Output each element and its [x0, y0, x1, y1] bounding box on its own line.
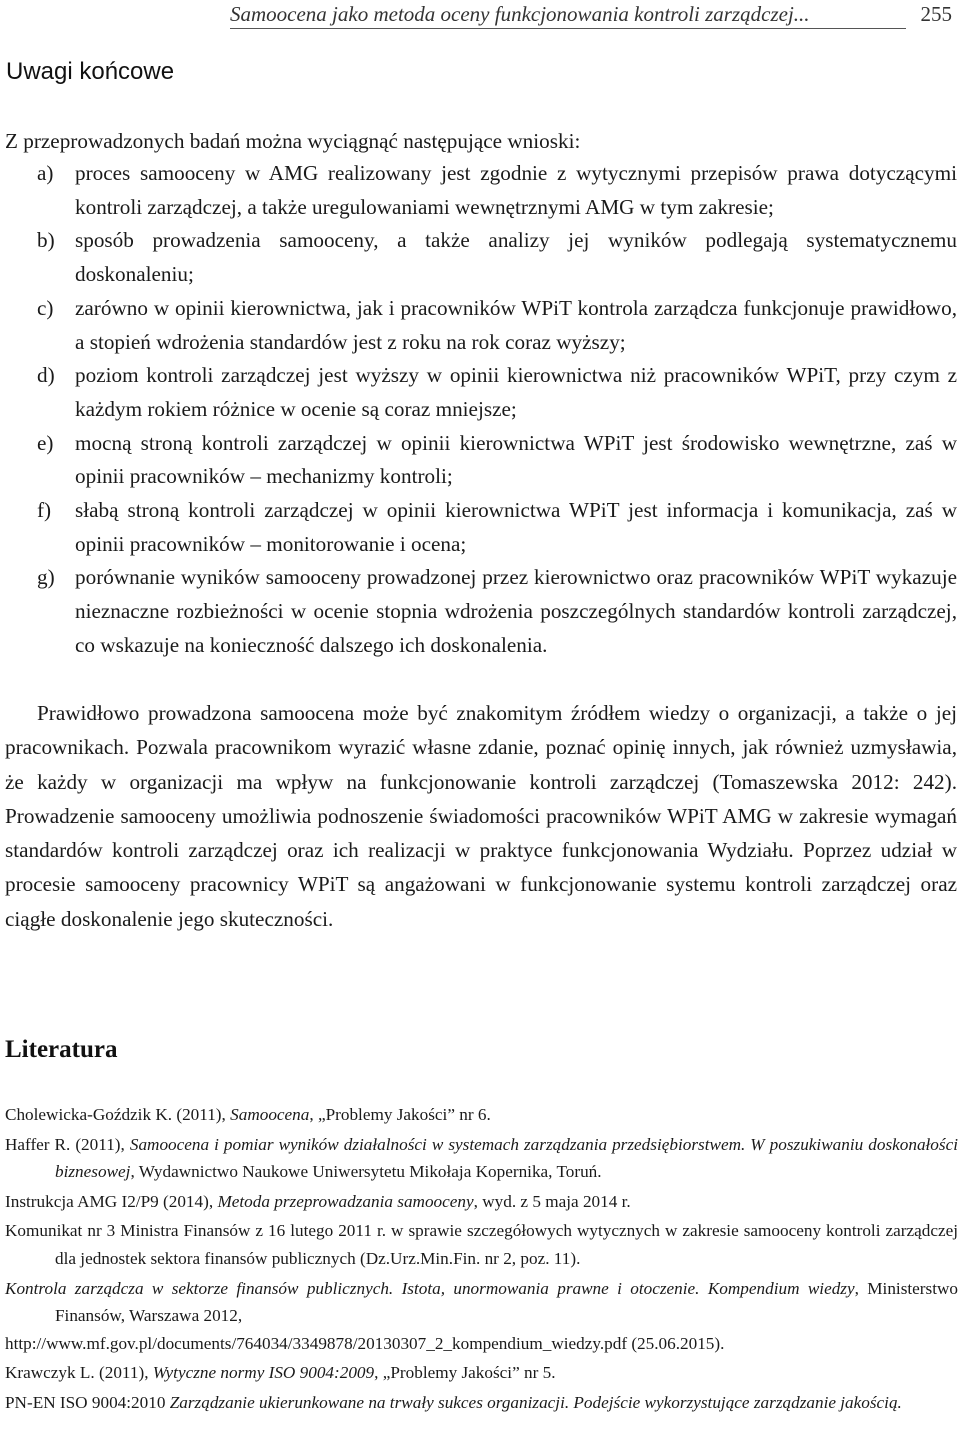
reference-item: [5, 1101, 958, 1129]
reference-text: Instrukcja AMG I2/P9 (2014),: [5, 1191, 218, 1211]
reference-item: [5, 1359, 958, 1387]
reference-item: [5, 1275, 958, 1330]
list-item: [5, 427, 957, 494]
intro-sentence: Z przeprowadzonych badań można wyciągnąć następujące wnioski:: [5, 129, 581, 153]
list-marker: a): [37, 161, 54, 185]
reference-text: Krawczyk L. (2011),: [5, 1363, 153, 1383]
list-marker: g): [37, 565, 55, 590]
reference-title: Zarządzanie ukierunkowane na trwały sukces organizacji. Podejście wykorzystujące zarządzanie jakością.: [169, 1392, 902, 1412]
reference-item: [5, 1131, 958, 1186]
reference-text: , „Problemy Jakości” nr 6.: [309, 1105, 491, 1124]
closing-paragraph: Prawidłowo prowadzona samoocena może być znakomitym źródłem wiedzy o organizacji, a także o jej pracownikach. Pozwala pracownikom wyrazić własne zdanie, poznać opinię innych, jak również uzmysławia, że każdy w organizacji ma wpływ na funkcjonowanie kontroli zarządczej (Tomaszewska 2012: 242). Prowadzenie samooceny umożliwia podnoszenie świadomości pracowników WPiT AMG w zakresie wymagań standardów kontroli zarządczej oraz ich realizacji w praktyce funkcjonowania Wydziału. Poprzez udział w procesie samooceny pracownicy WPiT są angażowani w funkcjonowanie systemu kontroli zarządczej oraz ciągłe doskonalenie jego skuteczności.: [5, 701, 957, 931]
reference-text: , wyd. z 5 maja 2014 r.: [473, 1191, 631, 1211]
list-item: [5, 292, 957, 359]
reference-text: , „Problemy Jakości” nr 5.: [374, 1363, 556, 1383]
list-item-text: porównanie wyników samooceny prowadzonej przez kierownictwo oraz pracowników WPiT wykazuje nieznaczne rozbieżności w ocenie stopnia wdrożenia poszczególnych standardów kontroli zarządczej, co wskazuje na konieczność dalszego ich doskonalenia.: [75, 565, 957, 657]
reference-title: Kontrola zarządcza w sektorze finansów publicznych. Istota, unormowania prawne i otoczenie. Kompendium wiedzy: [5, 1278, 855, 1298]
conclusions-list: [5, 157, 957, 663]
reference-title: Samoocena: [230, 1105, 310, 1124]
reference-text: Komunikat nr 3 Ministra Finansów z 16 lutego 2011 r. w sprawie szczegółowych wytycznych w zakresie samooceny kontroli zarządczej dla jednostek sektora finansów publicznych (Dz.Urz.Min.Fin. nr 2, poz. 11).: [5, 1221, 958, 1268]
running-header: [230, 2, 956, 28]
running-title: Samoocena jako metoda oceny funkcjonowania kontroli zarządczej...: [230, 2, 810, 26]
list-item: [5, 494, 957, 561]
reference-title: Samoocena i pomiar wyników działalności w systemach zarządzania przedsiębiorstwem. W poszukiwaniu doskonałości biznesowej: [55, 1134, 958, 1182]
list-item: [5, 157, 957, 224]
list-item: [5, 359, 957, 426]
reference-item: [5, 1188, 958, 1216]
section-heading: Uwagi końcowe: [6, 58, 175, 85]
page-number: 255: [920, 2, 952, 26]
list-item-text: proces samooceny w AMG realizowany jest zgodnie z wytycznymi przepisów prawa dotyczącymi kontroli zarządczej, a także uregulowaniami wewnętrznymi AMG w tym zakresie;: [75, 161, 957, 219]
list-item-text: słabą stroną kontroli zarządczej w opinii kierownictwa WPiT jest informacja i komunikacja, zaś w opinii pracowników – monitorowanie i ocena;: [75, 498, 957, 556]
list-item-text: mocną stroną kontroli zarządczej w opinii kierownictwa WPiT jest środowisko wewnętrzne, zaś w opinii pracowników – mechanizmy kontroli;: [75, 430, 957, 489]
reference-list: [5, 1101, 958, 1419]
list-item-text: poziom kontroli zarządczej jest wyższy w opinii kierownictwa niż pracowników WPiT, przy czym z każdym rokiem różnice w ocenie są coraz mniejsze;: [75, 363, 957, 421]
reference-text: Haffer R. (2011),: [5, 1134, 130, 1154]
list-marker: d): [37, 363, 55, 388]
reference-item: [5, 1217, 958, 1272]
reference-item: [5, 1330, 958, 1358]
list-item-text: zarówno w opinii kierownictwa, jak i pracowników WPiT kontrola zarządcza funkcjonuje prawidłowo, a stopień wdrożenia standardów jest z roku na rok coraz wyższy;: [75, 295, 957, 354]
list-item-text: sposób prowadzenia samooceny, a także analizy jej wyników podlegają systematycznemu doskonaleniu;: [75, 228, 957, 287]
reference-text: , Wydawnictwo Naukowe Uniwersytetu Mikołaja Kopernika, Toruń.: [130, 1162, 602, 1182]
list-marker: f): [37, 498, 52, 523]
list-marker: c): [37, 295, 54, 320]
reference-text: , Ministerstwo Finansów, Warszawa 2012,: [55, 1278, 958, 1326]
list-item: [5, 561, 957, 662]
list-marker: e): [37, 430, 54, 455]
reference-text: PN-EN ISO 9004:2010: [5, 1392, 170, 1412]
reference-item: [5, 1389, 958, 1417]
header-rule: [230, 28, 906, 29]
reference-text: Cholewicka-Goździk K. (2011),: [5, 1105, 231, 1124]
reference-url: http://www.mf.gov.pl/documents/764034/3349878/20130307_2_kompendium_wiedzy.pdf (25.06.2015).: [5, 1333, 725, 1353]
list-marker: b): [37, 228, 55, 253]
reference-title: Metoda przeprowadzania samooceny: [217, 1191, 474, 1211]
literature-heading: Literatura: [5, 1036, 118, 1063]
list-item: [5, 224, 957, 291]
reference-title: Wytyczne normy ISO 9004:2009: [152, 1363, 375, 1383]
